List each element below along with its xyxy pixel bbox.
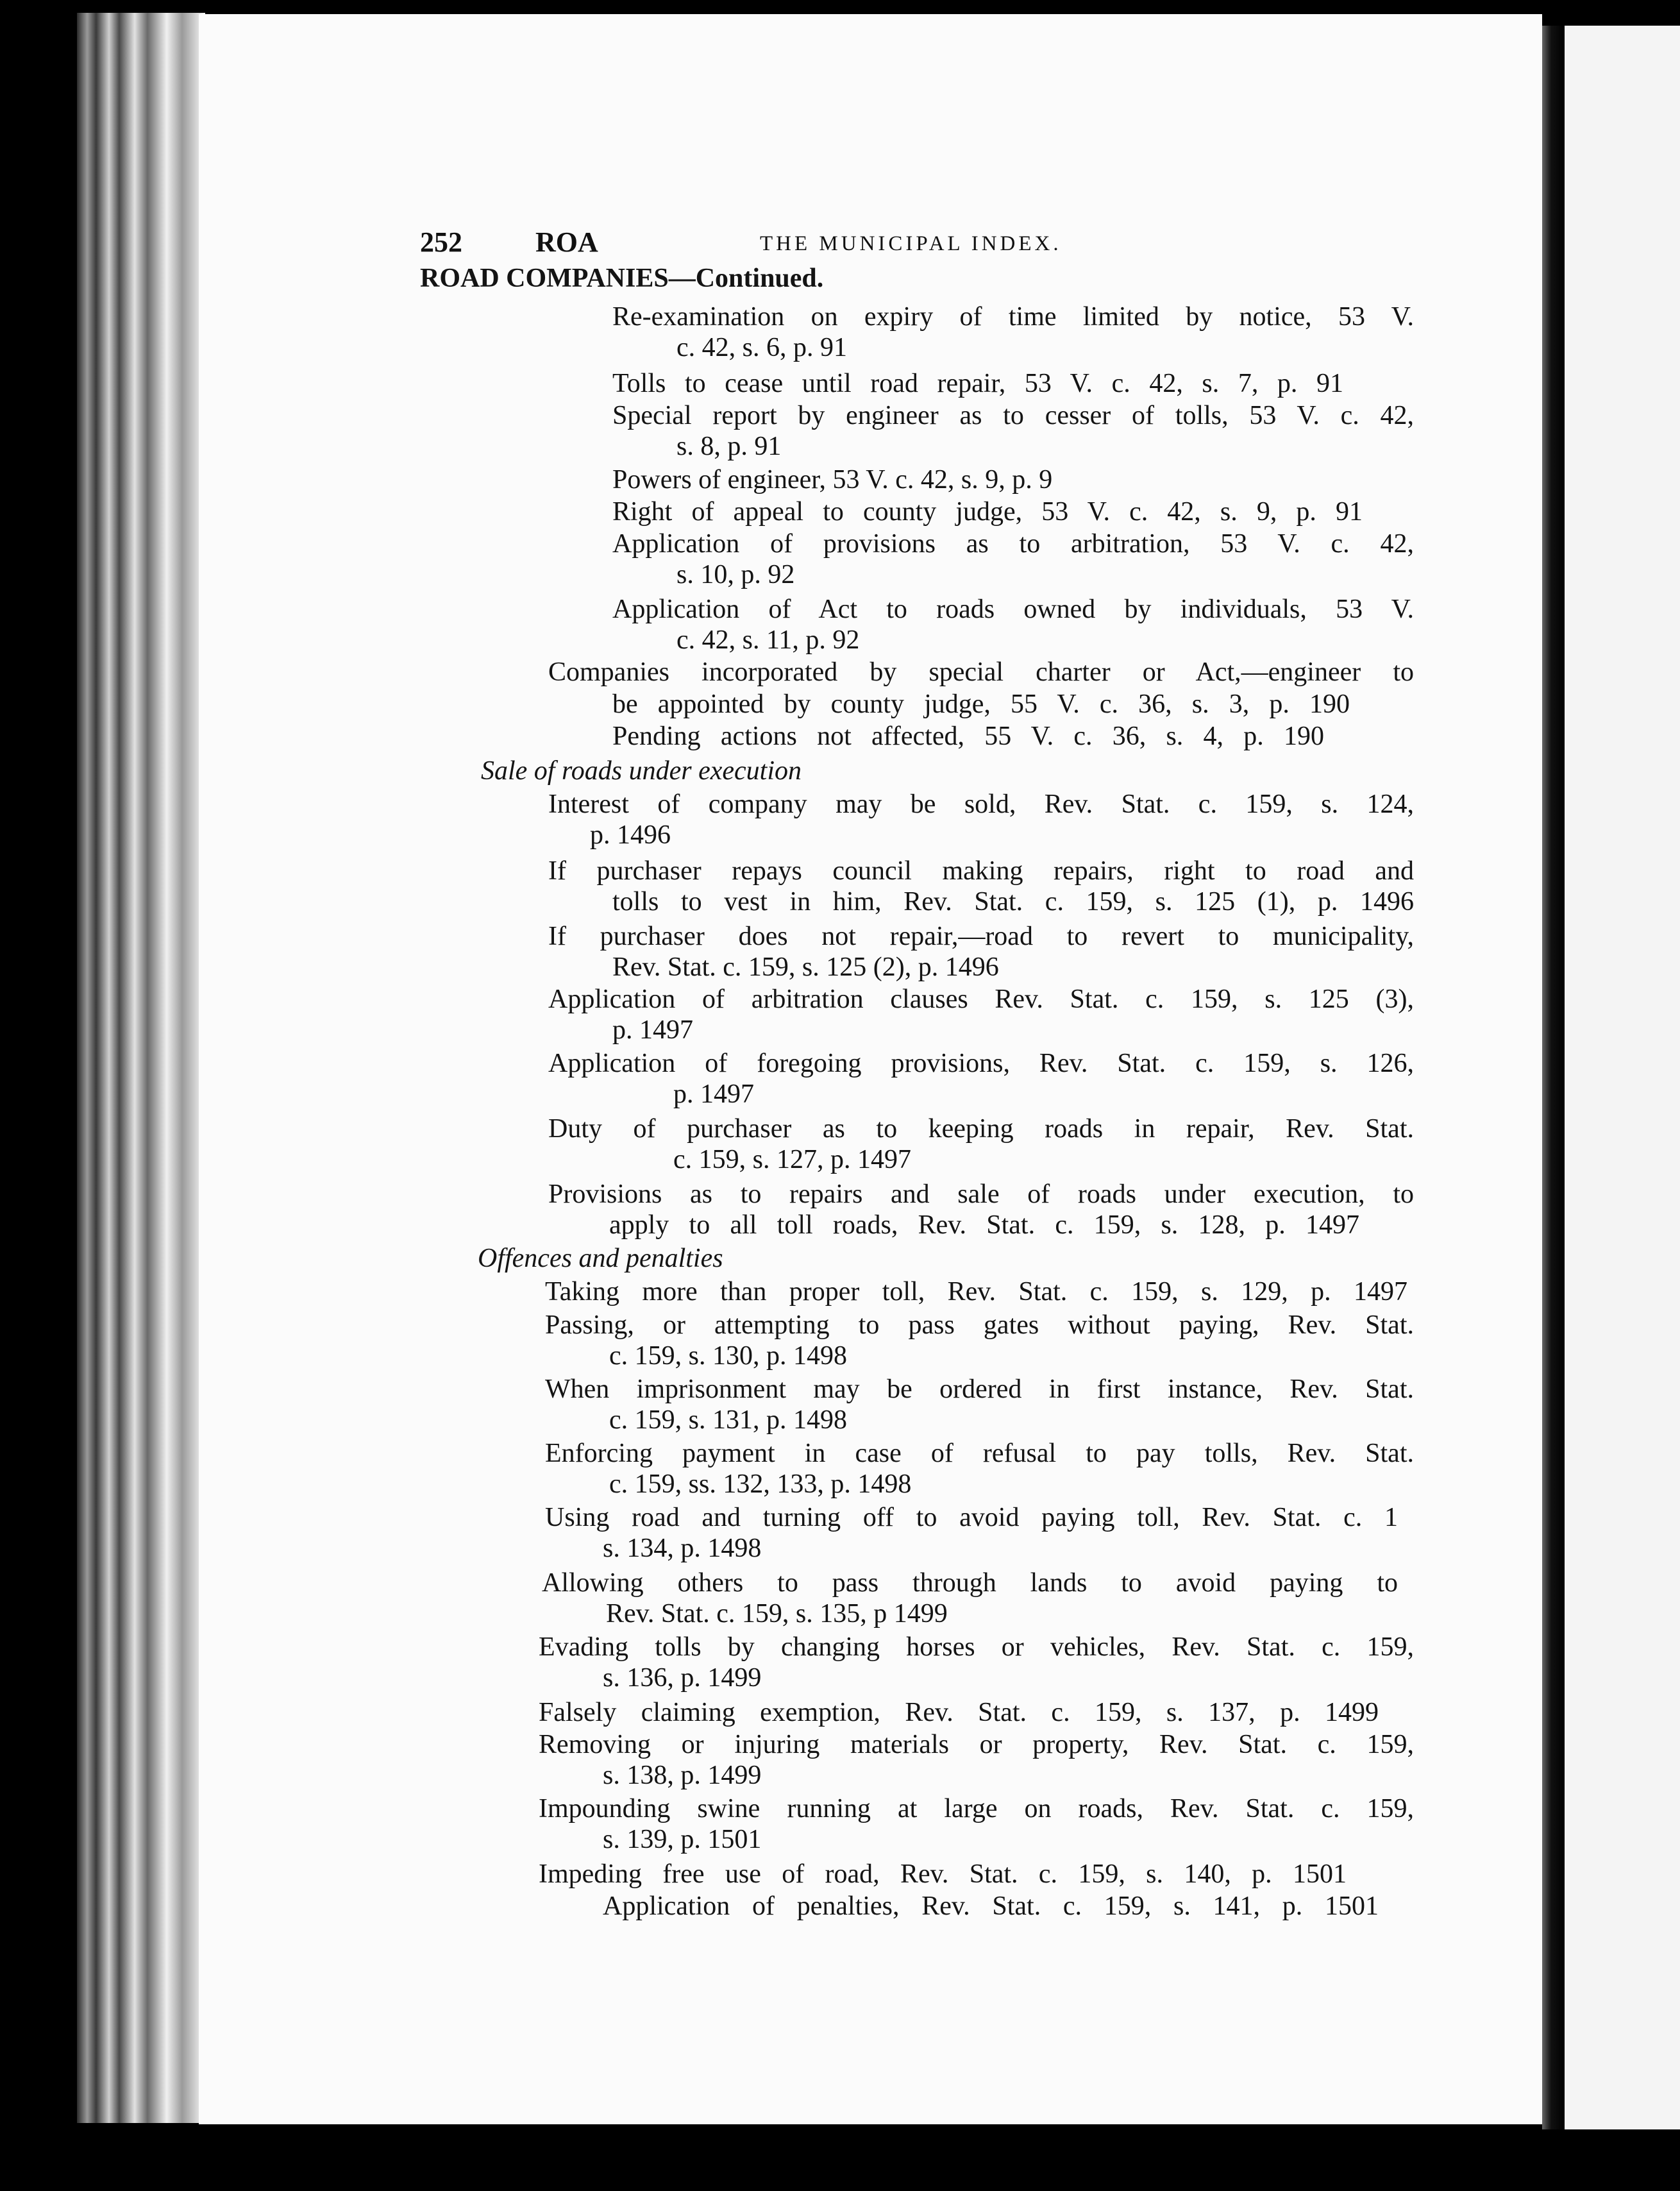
index-line: c. 159, ss. 132, 133, p. 1498	[609, 1469, 912, 1499]
index-line: Pending actions not affected, 55 V. c. 36, s. 4, p. 190	[612, 722, 1324, 751]
page-number: 252	[420, 226, 462, 258]
index-line: p. 1496	[590, 820, 671, 850]
index-line: c. 42, s. 6, p. 91	[676, 333, 847, 362]
index-line: apply to all toll roads, Rev. Stat. c. 159, s. 128, p. 1497	[609, 1210, 1359, 1240]
index-line: s. 138, p. 1499	[603, 1761, 762, 1790]
subheading: Offences and penalties	[478, 1244, 723, 1273]
index-line: Application of foregoing provisions, Rev. Stat. c. 159, s. 126,	[548, 1049, 1414, 1078]
index-line: Taking more than proper toll, Rev. Stat. c. 159, s. 129, p. 1497	[545, 1277, 1407, 1307]
index-line: p. 1497	[612, 1015, 693, 1045]
index-line: Application of Act to roads owned by individuals, 53 V.	[612, 595, 1414, 624]
index-line: s. 10, p. 92	[676, 560, 795, 589]
index-line: c. 159, s. 131, p. 1498	[609, 1405, 847, 1435]
index-line: Interest of company may be sold, Rev. Stat. c. 159, s. 124,	[548, 790, 1414, 819]
index-line: p. 1497	[673, 1079, 754, 1109]
index-line: Provisions as to repairs and sale of roads under execution, to	[548, 1180, 1414, 1209]
index-line: Rev. Stat. c. 159, s. 125 (2), p. 1496	[612, 952, 999, 982]
index-line: Using road and turning off to avoid paying toll, Rev. Stat. c. 1	[545, 1503, 1398, 1532]
index-line: Special report by engineer as to cesser of tolls, 53 V. c. 42,	[612, 401, 1414, 430]
facing-page	[1565, 26, 1680, 2129]
index-line: Application of penalties, Rev. Stat. c. 159, s. 141, p. 1501	[603, 1891, 1379, 1921]
book-edge	[77, 13, 205, 2123]
page-header	[420, 226, 1414, 264]
index-line: Removing or injuring materials or property, Rev. Stat. c. 159,	[539, 1730, 1414, 1759]
index-line: s. 136, p. 1499	[603, 1663, 762, 1693]
index-line: Rev. Stat. c. 159, s. 135, p 1499	[606, 1599, 948, 1628]
index-line: If purchaser repays council making repairs, right to road and	[548, 856, 1414, 886]
index-line: Falsely claiming exemption, Rev. Stat. c. 159, s. 137, p. 1499	[539, 1698, 1379, 1727]
index-line: Allowing others to pass through lands to avoid paying to	[542, 1568, 1398, 1598]
index-line: Impeding free use of road, Rev. Stat. c. 159, s. 140, p. 1501	[539, 1859, 1347, 1889]
subheading: Sale of roads under execution	[481, 756, 802, 786]
index-line: c. 42, s. 11, p. 92	[676, 625, 860, 655]
index-line: tolls to vest in him, Rev. Stat. c. 159, s. 125 (1), p. 1496	[612, 887, 1414, 917]
index-line: s. 139, p. 1501	[603, 1825, 762, 1854]
index-line: Application of arbitration clauses Rev. Stat. c. 159, s. 125 (3),	[548, 985, 1414, 1014]
index-line: s. 134, p. 1498	[603, 1534, 762, 1563]
index-line: Impounding swine running at large on roads, Rev. Stat. c. 159,	[539, 1794, 1414, 1823]
section-letters: ROA	[535, 226, 598, 258]
index-line: Duty of purchaser as to keeping roads in repair, Rev. Stat.	[548, 1114, 1414, 1144]
index-line: Re-examination on expiry of time limited by notice, 53 V.	[612, 302, 1414, 332]
index-line: When imprisonment may be ordered in first instance, Rev. Stat.	[545, 1375, 1414, 1404]
index-line: If purchaser does not repair,—road to revert to municipality,	[548, 922, 1414, 951]
running-title: THE MUNICIPAL INDEX.	[760, 232, 1062, 255]
index-line: c. 159, s. 127, p. 1497	[673, 1145, 911, 1174]
index-line: Right of appeal to county judge, 53 V. c. 42, s. 9, p. 91	[612, 497, 1363, 527]
entry-heading: ROAD COMPANIES—Continued.	[420, 264, 824, 293]
index-line: Passing, or attempting to pass gates without paying, Rev. Stat.	[545, 1310, 1414, 1340]
index-line: Tolls to cease until road repair, 53 V. c. 42, s. 7, p. 91	[612, 369, 1343, 398]
index-line: Companies incorporated by special charter or Act,—engineer to	[548, 657, 1414, 687]
book-gutter	[1542, 26, 1565, 2129]
index-line: Enforcing payment in case of refusal to pay tolls, Rev. Stat.	[545, 1439, 1414, 1468]
index-line: Application of provisions as to arbitration, 53 V. c. 42,	[612, 529, 1414, 559]
index-line: Evading tolls by changing horses or vehicles, Rev. Stat. c. 159,	[539, 1632, 1414, 1662]
index-line: Powers of engineer, 53 V. c. 42, s. 9, p. 9	[612, 465, 1053, 495]
index-line: be appointed by county judge, 55 V. c. 36, s. 3, p. 190	[612, 689, 1350, 719]
index-line: s. 8, p. 91	[676, 432, 782, 461]
index-line: c. 159, s. 130, p. 1498	[609, 1341, 847, 1371]
